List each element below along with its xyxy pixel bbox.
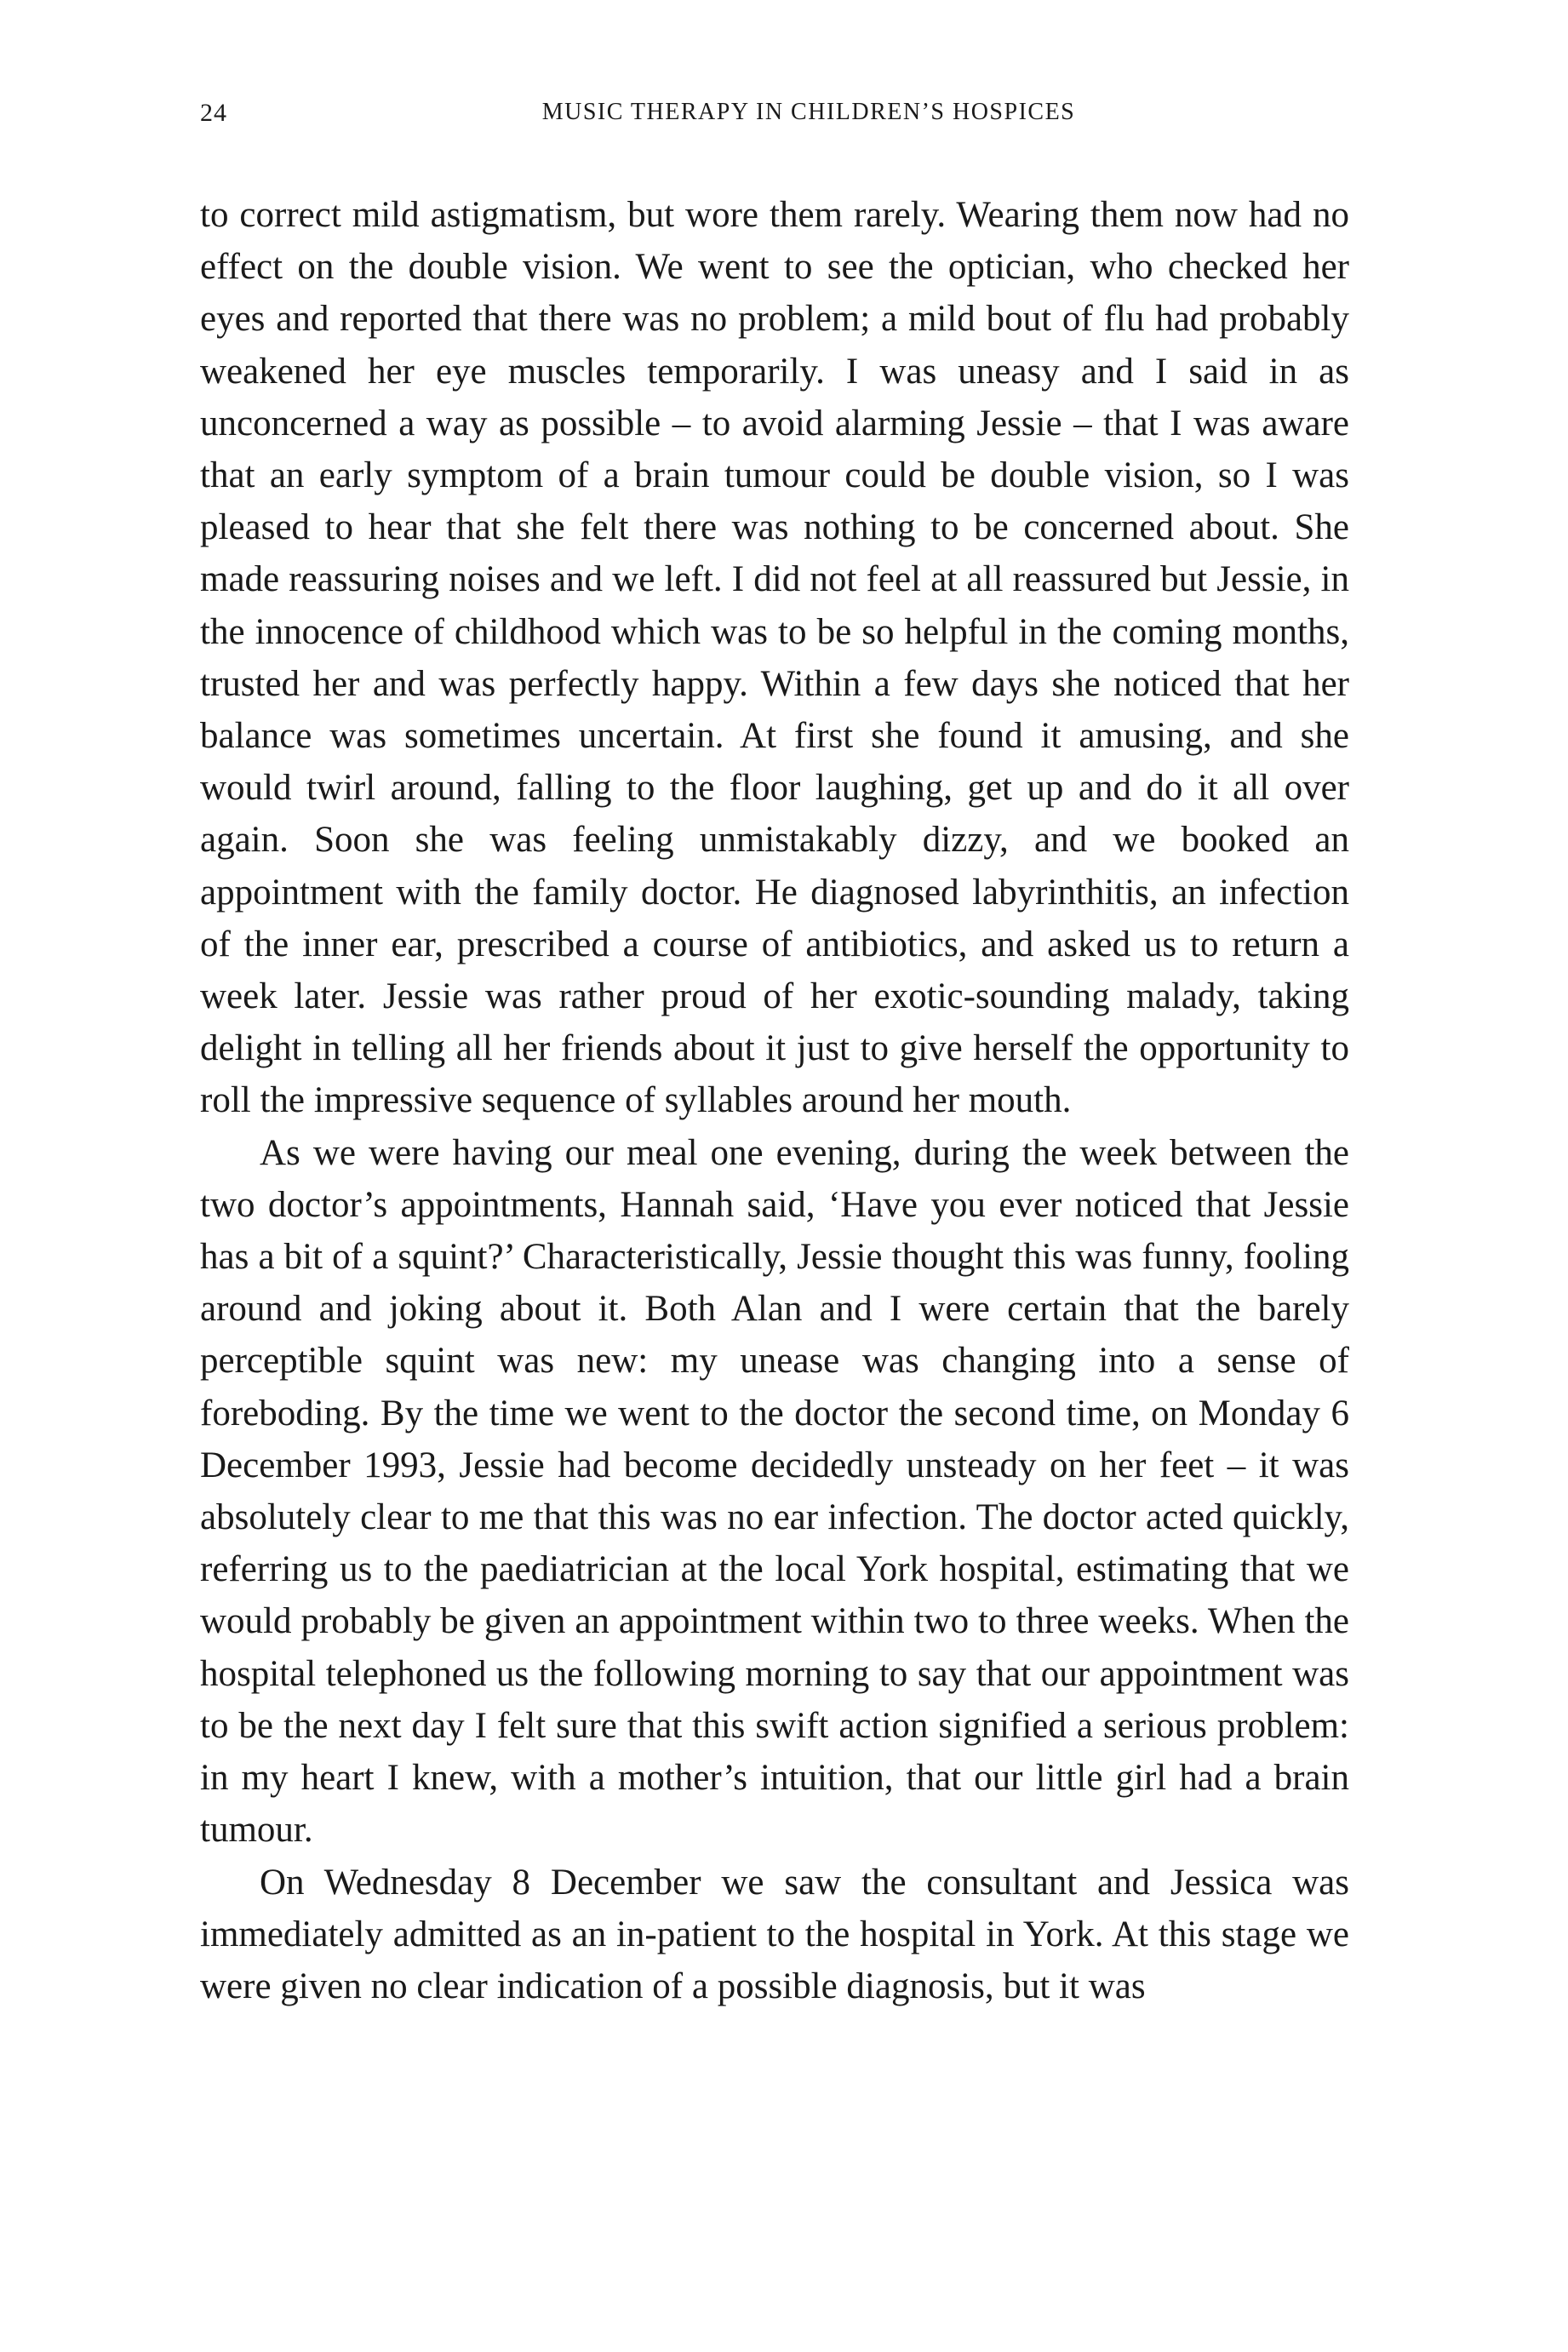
page-number: 24: [200, 99, 227, 127]
running-head: MUSIC THERAPY IN CHILDREN’S HOSPICES: [541, 99, 1076, 125]
paragraph: to correct mild astigmatism, but wore them rarely. Wearing them now had no effect on the double vision. We went to see the optician, who checked her eyes and reported that there was no problem; a mild bout of flu had probably weakened her eye muscles temporarily. I was uneasy and I said in as unconcerned a way as possible – to avoid alarming Jessie – that I was aware that an early symptom of a brain tumour could be double vision, so I was pleased to hear that she felt there was nothing to be concerned about. She made reassuring noises and we left. I did not feel at all reassured but Jessie, in the innocence of childhood which was to be so helpful in the coming months, trusted her and was perfectly happy. Within a few days she noticed that her balance was sometimes uncertain. At first she found it amusing, and she would twirl around, falling to the floor laughing, get up and do it all over again. Soon she was feeling unmistakably dizzy, and we booked an appointment with the family doctor. He diagnosed labyrinthitis, an infection of the inner ear, prescribed a course of antibiotics, and asked us to return a week later. Jessie was rather proud of her exotic-sounding malady, taking delight in telling all her friends about it just to give herself the opportunity to roll the impressive sequence of syllables around her mouth.: [200, 195, 1349, 1121]
paragraph: As we were having our meal one evening, during the week between the two doctor’s appointments, Hannah said, ‘Have you ever noticed that Jessie has a bit of a squint?’ Characteristically, Jessie thought this was funny, fooling around and joking about it. Both Alan and I were certain that the barely perceptible squint was new: my unease was changing into a sense of foreboding. By the time we went to the doctor the second time, on Monday 6 December 1993, Jessie had become decidedly unsteady on her feet – it was absolutely clear to me that this was no ear infection. The doctor acted quickly, referring us to the paediatrician at the local York hospital, estimating that we would probably be given an appointment within two to three weeks. When the hospital telephoned us the following morning to say that our appointment was to be the next day I felt sure that this swift action signified a serious problem: in my heart I knew, with a mother’s intuition, that our little girl had a brain tumour.: [200, 1132, 1349, 1851]
body-text: [200, 189, 1349, 2012]
paragraph: On Wednesday 8 December we saw the consultant and Jessica was immediately admitted as an in-patient to the hospital in York. At this stage we were given no clear indication of a possible diagnosis, but it was: [200, 1862, 1349, 2006]
page-header: [200, 99, 1349, 150]
